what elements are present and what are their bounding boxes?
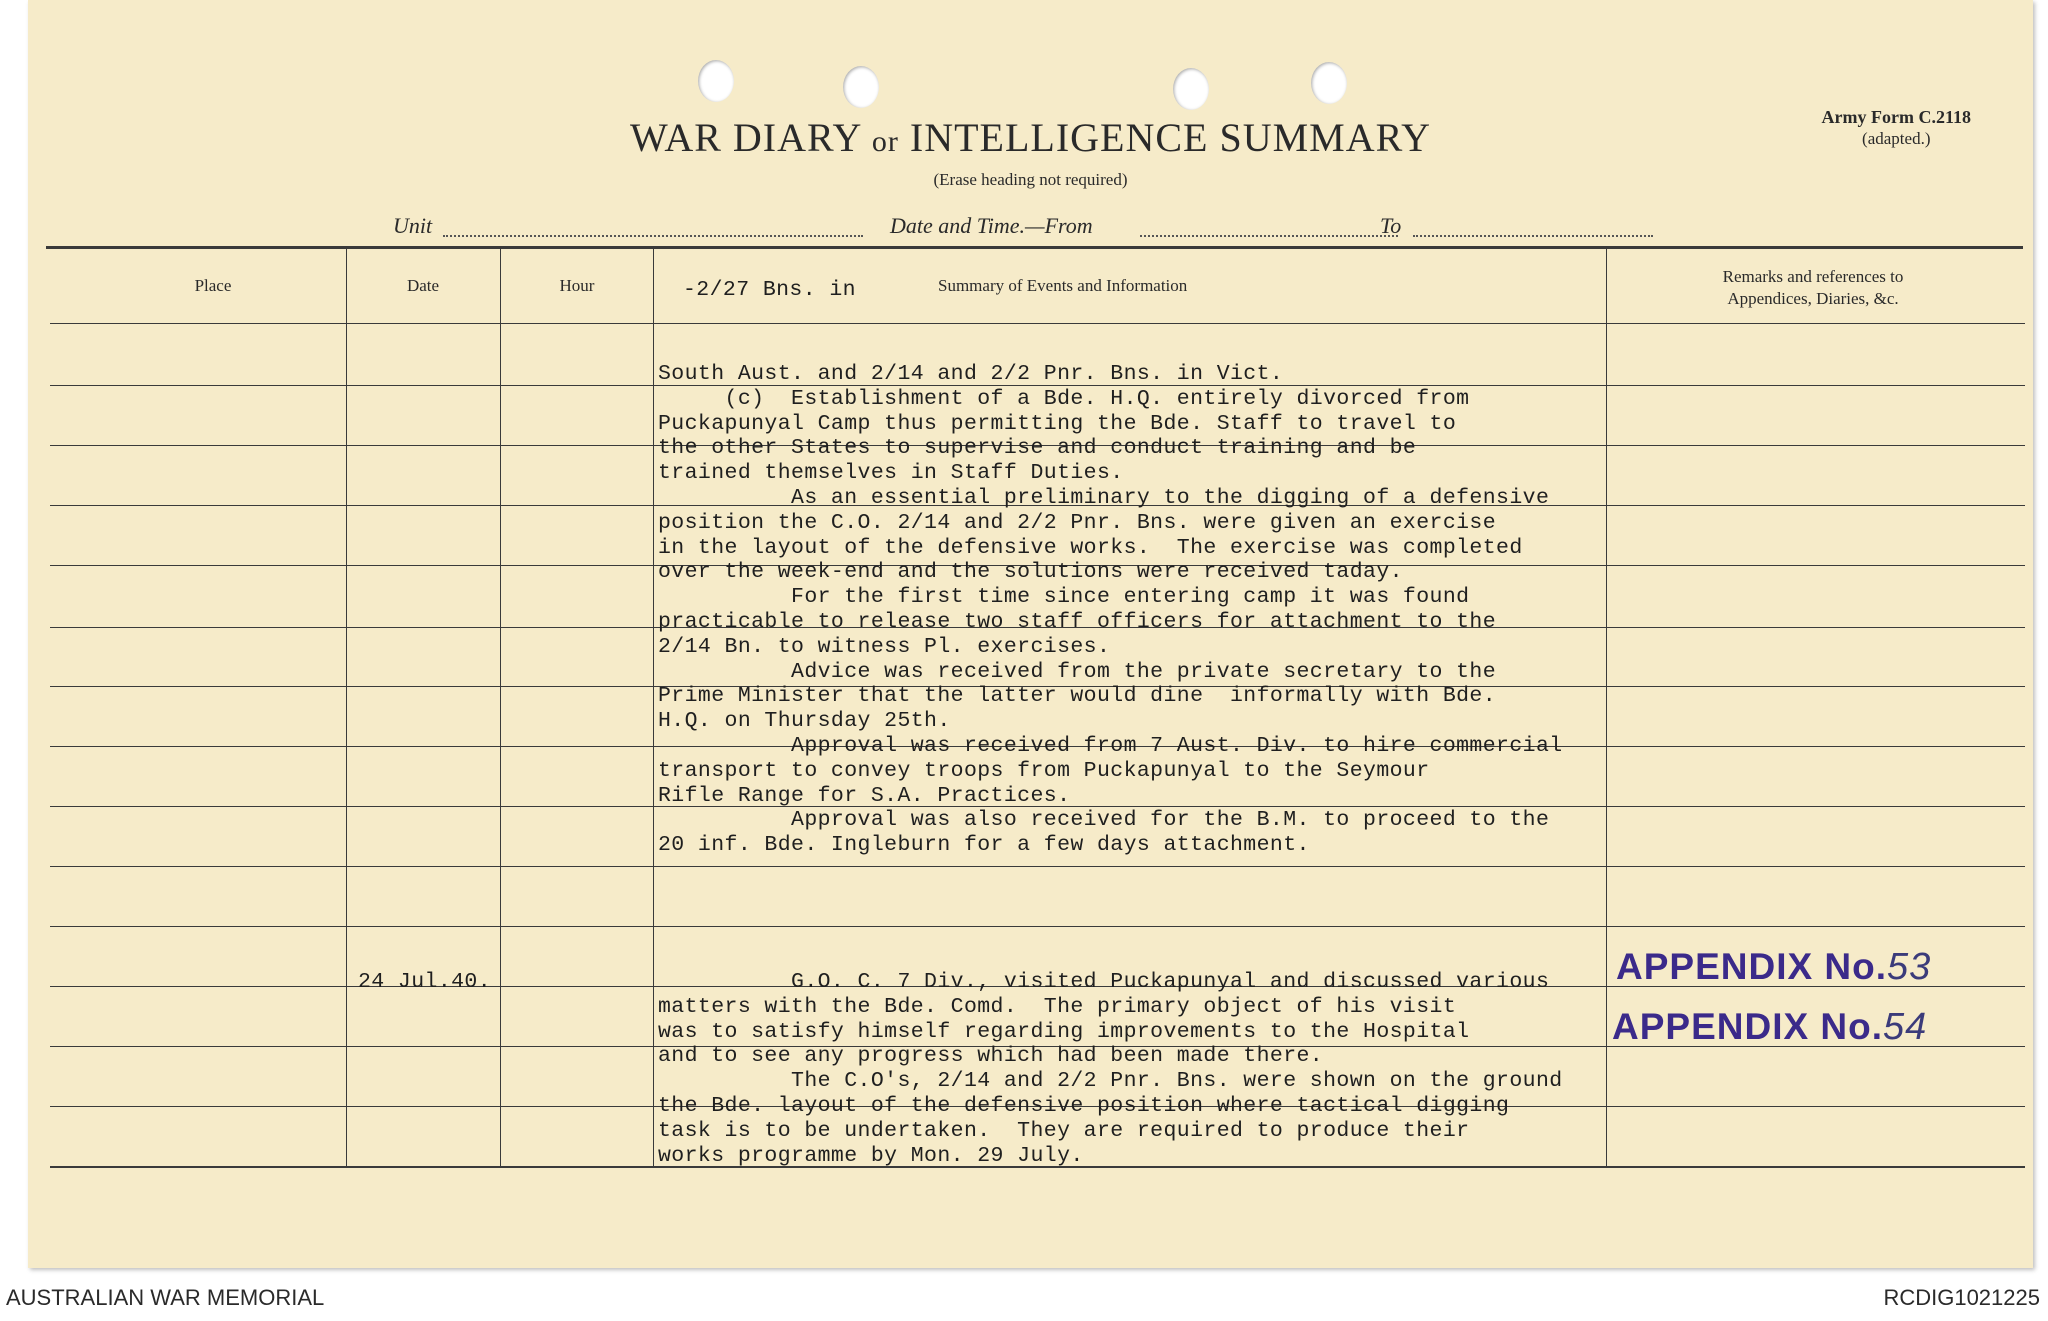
punch-hole <box>1311 62 1347 104</box>
punch-hole <box>698 60 734 102</box>
typed-line: the other States to supervise and conduct training and be <box>658 436 1417 461</box>
date-time-label: Date and Time.—From <box>890 213 1093 238</box>
typed-line: (c) Establishment of a Bde. H.Q. entirely divorced from <box>658 386 1470 411</box>
typed-line: Approval was also received for the B.M. to proceed to the <box>658 808 1550 833</box>
diary-sheet <box>28 0 2033 1268</box>
summary-prefix-typed: -2/27 Bns. in <box>683 278 856 302</box>
page-subtitle: (Erase heading not required) <box>933 170 1128 189</box>
typed-line: Approval was received from 7 Aust. Div. to hire commercial <box>658 733 1563 758</box>
typed-line: The C.O's, 2/14 and 2/2 Pnr. Bns. were shown on the ground <box>658 1069 1563 1094</box>
typed-line: was to satisfy himself regarding improvements to the Hospital <box>658 1019 1470 1044</box>
typed-line: trained themselves in Staff Duties. <box>658 461 1124 486</box>
column-header-summary: Summary of Events and Information <box>938 276 1188 295</box>
page-title: WAR DIARY or INTELLIGENCE SUMMARY <box>630 115 1431 160</box>
column-header-hour: Hour <box>559 276 595 295</box>
entry-date-24-jul: 24 Jul.40. <box>358 970 492 994</box>
typed-line: in the layout of the defensive works. The exercise was completed <box>658 535 1523 560</box>
typed-line: the Bde. layout of the defensive position where tactical digging <box>658 1093 1510 1118</box>
footer-institution: AUSTRALIAN WAR MEMORIAL <box>6 1285 325 1310</box>
typed-line: matters with the Bde. Comd. The primary object of his visit <box>658 994 1457 1019</box>
typed-line: position the C.O. 2/14 and 2/2 Pnr. Bns. were given an exercise <box>658 510 1497 535</box>
typed-line: South Aust. and 2/14 and 2/2 Pnr. Bns. in Vict. <box>658 362 1284 386</box>
typed-line: Advice was received from the private secretary to the <box>658 659 1497 684</box>
header-fields <box>28 213 2033 243</box>
appendix-stamp-53: APPENDIX No.53 <box>1616 946 1932 988</box>
typed-line: 2/14 Bn. to witness Pl. exercises. <box>658 634 1111 659</box>
typed-line: practicable to release two staff officers for attachment to the <box>658 609 1497 634</box>
typed-line: For the first time since entering camp it was found <box>658 585 1470 610</box>
typed-line: 20 inf. Bde. Ingleburn for a few days attachment. <box>658 833 1310 858</box>
footer-record-id: RCDIG1021225 <box>1883 1285 2040 1310</box>
entry-block-2 <box>658 970 1563 1168</box>
typed-line: G.O. C. 7 Div., visited Puckapunyal and discussed various <box>658 970 1550 994</box>
typed-line: over the week-end and the solutions were received taday. <box>658 560 1403 585</box>
typed-line: task is to be undertaken. They are required to produce their <box>658 1118 1470 1143</box>
typed-line: As an essential preliminary to the digging of a defensive <box>658 485 1550 510</box>
typed-line: H.Q. on Thursday 25th. <box>658 709 951 734</box>
column-header-place: Place <box>194 276 232 295</box>
unit-label: Unit <box>393 213 433 238</box>
typed-line: and to see any progress which had been made there. <box>658 1044 1324 1069</box>
army-form-label: Army Form C.2118 (adapted.) <box>1821 107 1971 148</box>
column-header-remarks: Remarks and references to Appendices, Diaries, &c. <box>1722 267 1904 308</box>
appendix-stamp-54: APPENDIX No.54 <box>1612 1006 1928 1048</box>
typed-line: transport to convey troops from Puckapunyal to the Seymour <box>658 758 1430 783</box>
typed-line: Prime Minister that the latter would dine informally with Bde. <box>658 684 1497 709</box>
typed-line: Puckapunyal Camp thus permitting the Bde. Staff to travel to <box>658 411 1457 436</box>
entry-block-1 <box>658 362 1563 858</box>
typed-line: Rifle Range for S.A. Practices. <box>658 783 1071 808</box>
to-label: To <box>1380 213 1402 238</box>
typed-line: works programme by Mon. 29 July. <box>658 1143 1084 1168</box>
column-header-date: Date <box>406 276 440 295</box>
punch-hole <box>843 66 879 108</box>
punch-hole <box>1173 68 1209 110</box>
